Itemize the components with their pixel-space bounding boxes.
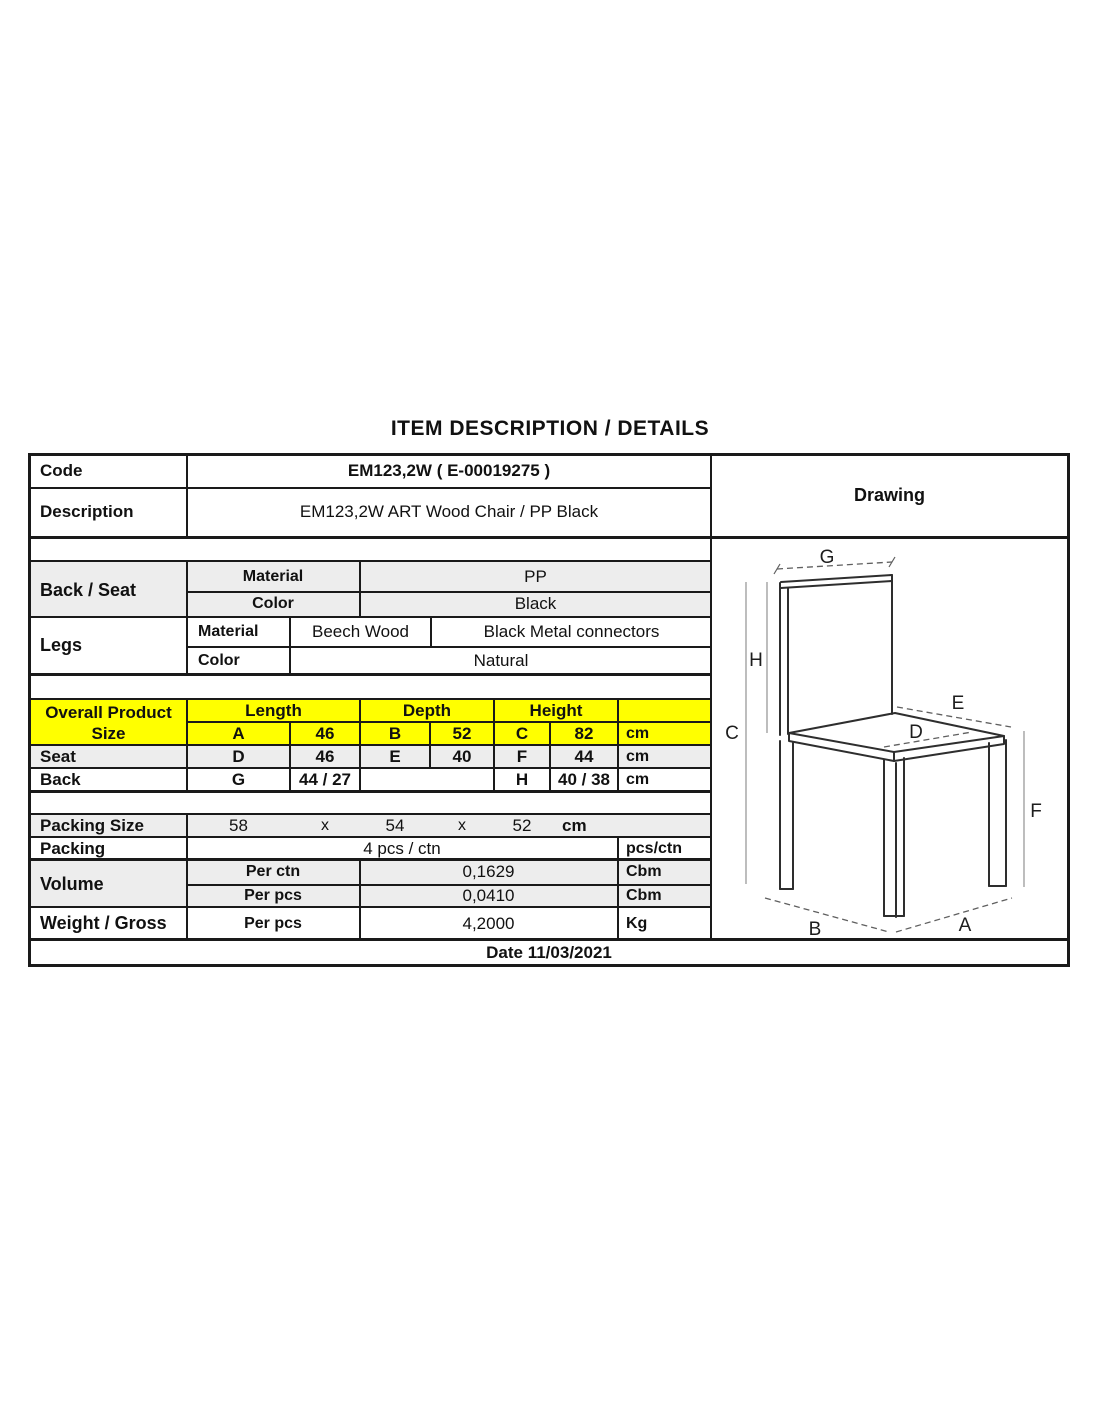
packing-size-x2: x bbox=[458, 817, 466, 834]
legs-material-metal: Black Metal connectors bbox=[483, 622, 660, 641]
overall-length-value: 46 bbox=[315, 723, 335, 743]
packing-size-v3: 52 bbox=[512, 816, 532, 835]
overall-product-size-line2: Size bbox=[91, 723, 126, 743]
back-seat-material-value: PP bbox=[524, 566, 547, 586]
packing-size-v2: 54 bbox=[385, 816, 405, 835]
back-length-value: 44 / 27 bbox=[299, 769, 351, 789]
description-value: EM123,2W ART Wood Chair / PP Black bbox=[299, 502, 599, 521]
legs-color-value: Natural bbox=[473, 650, 529, 670]
dim-label-c: C bbox=[725, 723, 739, 744]
code-label: Code bbox=[40, 461, 83, 480]
legs-material-label: Material bbox=[198, 623, 259, 640]
overall-unit: cm bbox=[626, 724, 650, 742]
weight-per-pcs-label: Per pcs bbox=[244, 914, 302, 932]
packing-size-v1: 58 bbox=[229, 816, 248, 835]
dim-label-b: B bbox=[808, 919, 822, 938]
page-title: ITEM DESCRIPTION / DETAILS bbox=[390, 417, 710, 440]
overall-length-key: A bbox=[232, 723, 245, 743]
packing-size-x1: x bbox=[321, 817, 329, 834]
height-header: Height bbox=[529, 701, 583, 720]
overall-height-key: C bbox=[515, 723, 529, 743]
grid-line bbox=[30, 673, 711, 676]
packing-size-unit: cm bbox=[562, 816, 587, 835]
chair-outline bbox=[780, 575, 1006, 917]
dimension-ticks bbox=[774, 557, 895, 574]
volume-label: Volume bbox=[40, 873, 104, 894]
back-height-key: H bbox=[515, 769, 529, 789]
seat-height-value: 44 bbox=[574, 746, 594, 766]
volume-per-pcs-value: 0,0410 bbox=[462, 886, 515, 905]
description-label: Description bbox=[40, 502, 134, 521]
overall-depth-key: B bbox=[388, 723, 402, 743]
seat-length-key: D bbox=[232, 746, 245, 766]
seat-depth-key: E bbox=[389, 746, 401, 766]
overall-depth-value: 52 bbox=[452, 723, 472, 743]
back-seat-material-label: Material bbox=[242, 567, 304, 585]
overall-product-size-label bbox=[30, 700, 187, 745]
date-footer: Date 11/03/2021 bbox=[486, 942, 612, 962]
depth-header: Depth bbox=[402, 701, 452, 720]
length-header: Length bbox=[245, 701, 302, 720]
weight-value: 4,2000 bbox=[462, 913, 515, 933]
seat-unit: cm bbox=[626, 747, 650, 765]
overall-product-size-line1: Overall Product bbox=[45, 702, 172, 722]
packing-label: Packing bbox=[40, 838, 106, 858]
dim-label-g: G bbox=[819, 547, 835, 568]
packing-value: 4 pcs / ctn bbox=[363, 838, 441, 858]
dim-label-d: D bbox=[909, 722, 923, 743]
back-seat-color-value: Black bbox=[514, 594, 557, 613]
grid-line bbox=[617, 836, 619, 940]
drawing-header: Drawing bbox=[853, 485, 925, 505]
volume-per-ctn-label: Per ctn bbox=[245, 863, 301, 880]
back-unit: cm bbox=[626, 770, 650, 788]
overall-height-value: 82 bbox=[574, 723, 594, 743]
legs-color-label: Color bbox=[198, 651, 240, 669]
dim-label-h: H bbox=[749, 650, 763, 671]
weight-unit: Kg bbox=[626, 914, 648, 932]
dimension-lines bbox=[765, 562, 1012, 932]
back-length-key: G bbox=[231, 769, 246, 789]
back-height-value: 40 / 38 bbox=[558, 769, 610, 789]
code-value: EM123,2W ( E-00019275 ) bbox=[347, 461, 551, 480]
dim-label-f: F bbox=[1030, 801, 1042, 822]
seat-length-value: 46 bbox=[315, 746, 335, 766]
weight-label: Weight / Gross bbox=[40, 913, 167, 933]
back-seat-label: Back / Seat bbox=[40, 579, 137, 600]
seat-depth-value: 40 bbox=[452, 746, 472, 766]
dim-label-e: E bbox=[951, 693, 965, 714]
packing-unit: pcs/ctn bbox=[626, 839, 683, 857]
volume-per-pcs-label: Per pcs bbox=[244, 887, 302, 904]
back-row-label: Back bbox=[40, 769, 81, 789]
volume-per-ctn-unit: Cbm bbox=[626, 863, 662, 880]
volume-per-ctn-value: 0,1629 bbox=[462, 862, 515, 881]
packing-size-label: Packing Size bbox=[40, 816, 144, 835]
seat-height-key: F bbox=[516, 746, 528, 766]
volume-per-pcs-unit: Cbm bbox=[626, 887, 662, 904]
seat-row-label: Seat bbox=[40, 746, 76, 766]
legs-label: Legs bbox=[40, 635, 83, 655]
back-seat-color-label: Color bbox=[252, 595, 294, 612]
chair-drawing bbox=[712, 539, 1067, 938]
dim-label-a: A bbox=[958, 915, 972, 936]
legs-material-wood: Beech Wood bbox=[311, 622, 410, 641]
